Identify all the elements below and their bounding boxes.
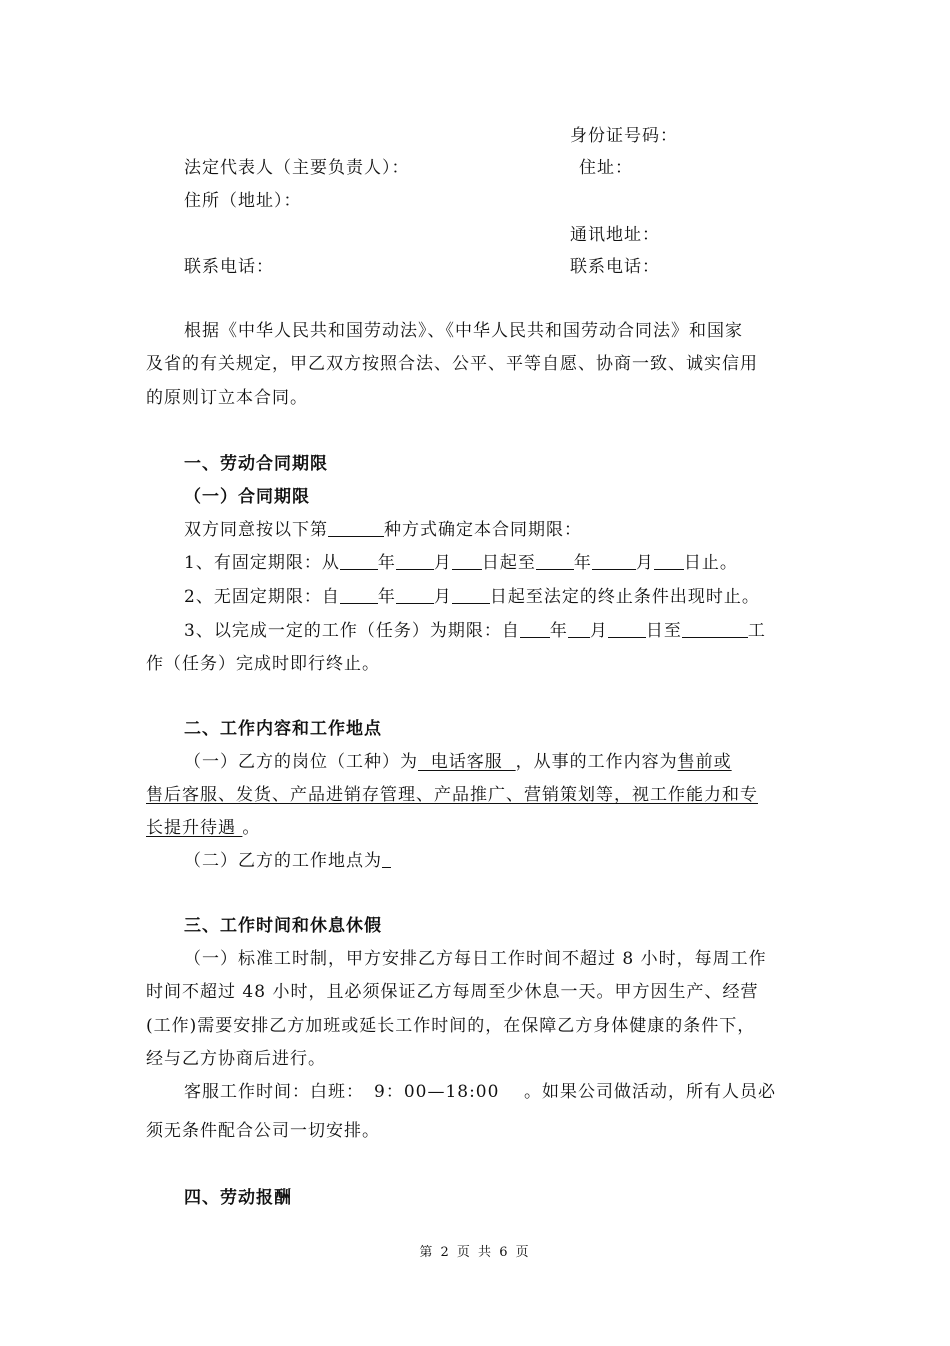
task-description-blank[interactable]	[682, 620, 748, 638]
work-hours-line	[184, 1081, 776, 1103]
task-start-year-blank[interactable]	[520, 620, 550, 638]
section3-line-4: 经与乙方协商后进行。	[146, 1049, 326, 1069]
phone-label-right: 联系电话：	[570, 257, 660, 277]
fixed-end-day-blank[interactable]	[654, 552, 684, 570]
fixed-term-line	[184, 552, 738, 574]
work-hours-value: 9：00—18:00	[374, 1082, 500, 1102]
year-text: 年	[573, 553, 592, 573]
fixed-term-label: 1、有固定期限：从	[184, 553, 340, 573]
content-value-line-1[interactable]: 售前或	[677, 752, 732, 772]
section1-heading: 一、劳动合同期限	[184, 454, 328, 474]
open-term-label: 2、无固定期限：自	[184, 587, 340, 607]
intro-text-a: 双方同意按以下第	[184, 520, 328, 540]
section3-line-1: （一）标准工时制，甲方安排乙方每日工作时间不超过 8 小时，每周工作	[184, 949, 767, 969]
year-text: 年	[377, 587, 396, 607]
section1-intro	[184, 519, 582, 541]
task-term-line-2: 作（任务）完成时即行终止。	[146, 654, 380, 674]
month-text: 月	[433, 587, 452, 607]
domicile-label: 住所（地址）：	[184, 191, 302, 211]
post-label: （一）乙方的岗位（工种）为	[184, 752, 418, 772]
legal-rep-label: 法定代表人（主要负责人）：	[184, 158, 410, 178]
fixed-end-year-blank[interactable]	[536, 552, 574, 570]
location-line	[184, 850, 391, 872]
year-text: 年	[549, 621, 568, 641]
year-text: 年	[377, 553, 396, 573]
preamble-line-1: 根据《中华人民共和国劳动法》、《中华人民共和国劳动合同法》和国家	[184, 321, 743, 341]
residence-label: 住址：	[579, 158, 633, 178]
work-hours-rest: 。如果公司做活动，所有人员必	[524, 1082, 776, 1102]
open-start-year-blank[interactable]	[340, 586, 378, 604]
fixed-start-day-blank[interactable]	[452, 552, 482, 570]
id-number-label: 身份证号码：	[570, 126, 678, 146]
location-blank[interactable]	[382, 850, 391, 868]
month-text: 月	[635, 553, 654, 573]
fixed-end-month-blank[interactable]	[592, 552, 636, 570]
task-start-month-blank[interactable]	[568, 620, 590, 638]
task-term-line	[184, 620, 766, 642]
preamble-line-3: 的原则订立本合同。	[146, 388, 308, 408]
end-text: 日止。	[683, 553, 738, 573]
section2-heading: 二、工作内容和工作地点	[184, 719, 382, 739]
month-text: 月	[433, 553, 452, 573]
end-text: 工	[747, 621, 766, 641]
option-number-blank[interactable]	[328, 519, 384, 537]
task-term-label: 3、以完成一定的工作（任务）为期限：自	[184, 621, 520, 641]
phone-label-left: 联系电话：	[184, 257, 274, 277]
content-line-3	[146, 817, 260, 839]
work-hours-label: 客服工作时间：白班：	[184, 1082, 364, 1102]
section4-heading: 四、劳动报酬	[184, 1188, 292, 1208]
location-label: （二）乙方的工作地点为	[184, 851, 382, 871]
task-start-day-blank[interactable]	[608, 620, 646, 638]
post-line	[184, 751, 732, 773]
fixed-start-year-blank[interactable]	[340, 552, 378, 570]
preamble-line-2: 及省的有关规定，甲乙双方按照合法、公平、平等自愿、协商一致、诚实信用	[146, 354, 758, 374]
open-start-month-blank[interactable]	[396, 586, 434, 604]
mailing-address-label: 通讯地址：	[570, 225, 660, 245]
section3-heading: 三、工作时间和休息休假	[184, 916, 382, 936]
work-hours-line-2: 须无条件配合公司一切安排。	[146, 1121, 380, 1141]
day-to-text: 日至	[645, 621, 682, 641]
end-text: 日起至法定的终止条件出现时止。	[489, 587, 760, 607]
month-text: 月	[589, 621, 608, 641]
post-value[interactable]: 电话客服	[418, 752, 516, 772]
section1-subheading: （一）合同期限	[184, 487, 310, 507]
page-number-footer: 第 2 页 共 6 页	[419, 1245, 531, 1260]
content-label: ，从事的工作内容为	[515, 752, 678, 772]
intro-text-b: 种方式确定本合同期限：	[384, 520, 582, 540]
content-value-line-3[interactable]: 长提升待遇	[146, 818, 243, 838]
day-from-text: 日起至	[481, 553, 536, 573]
open-term-line	[184, 586, 760, 608]
open-start-day-blank[interactable]	[452, 586, 490, 604]
content-value-line-2[interactable]: 售后客服、发货、产品进销存管理、产品推广、营销策划等，视工作能力和专	[146, 785, 758, 805]
section3-line-3: (工作)需要安排乙方加班或延长工作时间的，在保障乙方身体健康的条件下，	[146, 1016, 756, 1036]
section3-line-2: 时间不超过 48 小时，且必须保证乙方每周至少休息一天。甲方因生产、经营	[146, 982, 759, 1002]
fixed-start-month-blank[interactable]	[396, 552, 434, 570]
content-end: 。	[242, 818, 261, 838]
